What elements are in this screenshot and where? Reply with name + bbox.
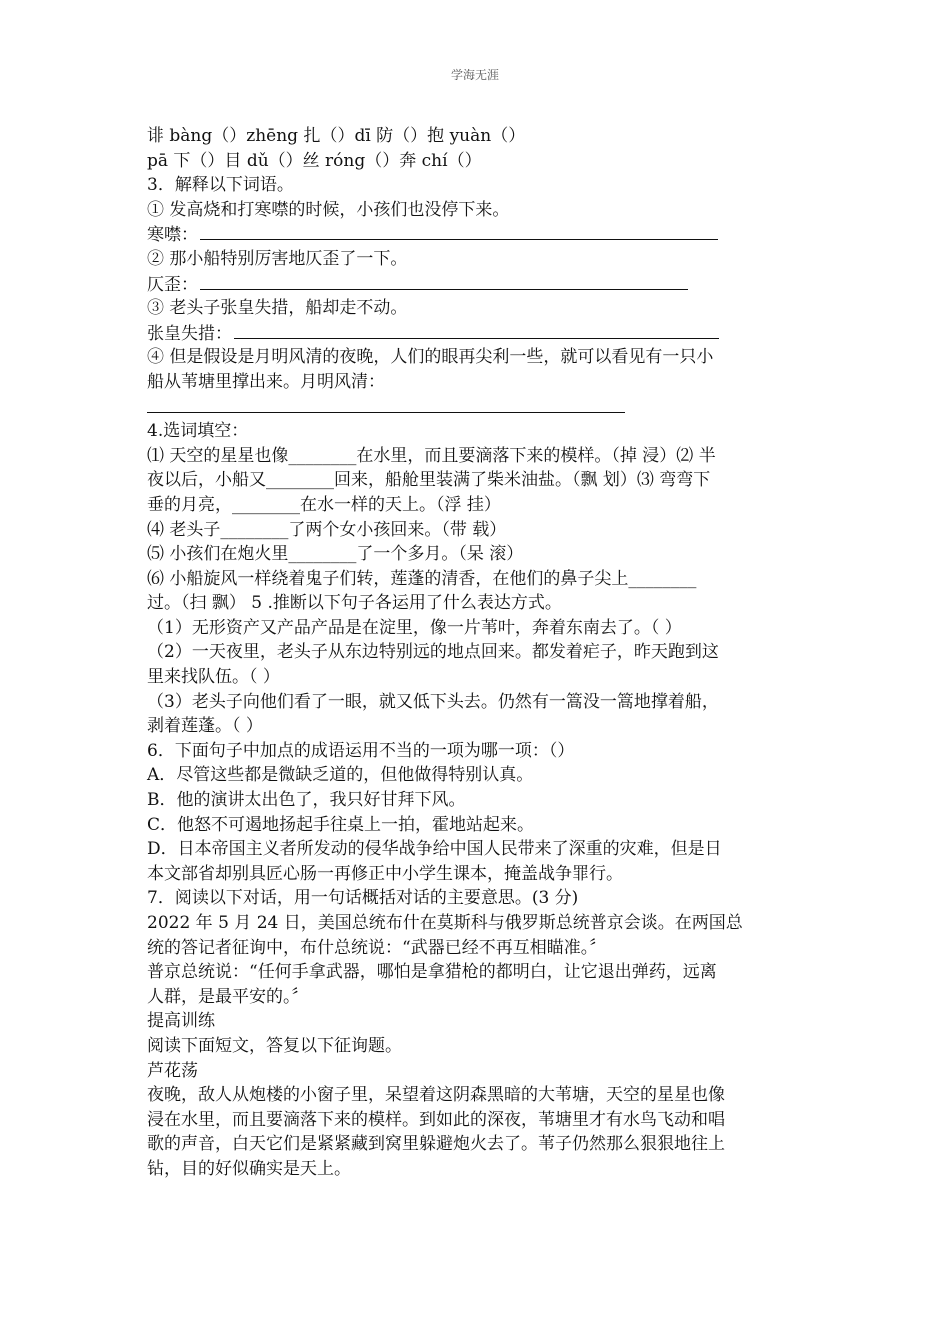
blank-line	[147, 395, 807, 420]
term-label: 仄歪：	[147, 274, 198, 295]
text-line: 统的答记者征询中，布什总统说：“武器已经不再互相瞄准。〞	[147, 937, 607, 958]
text-line: 7．阅读以下对话，用一句话概括对话的主要意思。(3 分)	[147, 888, 579, 909]
text-line: 诽 bàng（）zhēng 扎（）dī 防（）抱 yuàn（）	[147, 126, 526, 146]
answer-blank[interactable]	[200, 272, 688, 290]
document-body	[147, 124, 807, 1182]
section-heading: 提高训练	[147, 1011, 215, 1032]
text-line: 4.选词填空：	[147, 421, 249, 442]
text-line: 本文部省却别具匠心肠一再修正中小学生课本，掩盖战争罪行。	[147, 863, 623, 884]
definition-line	[147, 321, 807, 346]
text-line: B．他的演讲太出色了，我只好甘拜下风。	[147, 790, 466, 811]
text-line: ⑷ 老头子________了两个女小孩回来。（带 载）	[147, 519, 507, 540]
text-line: 船从苇塘里撑出来。月明风清：	[147, 371, 385, 392]
text-line: ④ 但是假设是月明风清的夜晚，人们的眼再尖利一些，就可以看见有一只小	[147, 347, 714, 368]
text-line: C．他怒不可遏地扬起手往桌上一拍，霍地站起来。	[147, 814, 535, 835]
definition-line	[147, 272, 807, 297]
text-line: 过。（扫 飘） 5 .推断以下句子各运用了什么表达方式。	[147, 593, 562, 614]
text-line: （2）一天夜里，老头子从东边特别远的地点回来。都发着疟子，昨天跑到这	[147, 642, 719, 663]
text-line: 普京总统说：“任何手拿武器，哪怕是拿猎枪的都明白，让它退出弹药，远离	[147, 962, 717, 983]
text-line: 6．下面句子中加点的成语运用不当的一项为哪一项：（）	[147, 740, 575, 761]
passage-line: 浸在水里，而且要滴落下来的模样。到如此的深夜，苇塘里才有水鸟飞动和唱	[147, 1109, 725, 1130]
text-line: ③ 老头子张皇失措，船却走不动。	[147, 298, 408, 319]
passage-title: 芦花荡	[147, 1060, 198, 1081]
passage-line: 夜晚，敌人从炮楼的小窗子里，呆望着这阴森黑暗的大苇塘，天空的星星也像	[147, 1085, 725, 1106]
text-line: 夜以后，小船又________回来，船舱里装满了柴米油盐。（飘 划）⑶ 弯弯下	[147, 470, 711, 491]
text-line: 里来找队伍。（ ）	[147, 667, 280, 688]
text-line: D．日本帝国主义者所发动的侵华战争给中国人民带来了深重的灾难，但是日	[147, 839, 722, 860]
term-label: 寒噤：	[147, 225, 198, 246]
text-line: A．尽管这些都是微缺乏道的，但他做得特别认真。	[147, 765, 534, 786]
text-line: 2022 年 5 月 24 日，美国总统布什在莫斯科与俄罗斯总统普京会谈。在两国总	[147, 913, 743, 933]
text-line: ② 那小船特别厉害地仄歪了一下。	[147, 248, 408, 269]
text-line: 阅读下面短文，答复以下征询题。	[147, 1035, 402, 1056]
text-line: 剥着莲蓬。（ ）	[147, 716, 263, 737]
text-line: ⑴ 天空的星星也像________在水里，而且要滴落下来的模样。（掉 浸）⑵ 半	[147, 445, 716, 466]
text-line: （3）老头子向他们看了一眼，就又低下头去。仍然有一篙没一篙地撑着船，	[147, 691, 719, 712]
text-line: ⑹ 小船旋风一样绕着鬼子们转，莲蓬的清香，在他们的鼻子尖上________	[147, 568, 697, 589]
term-label: 张皇失措：	[147, 323, 232, 344]
answer-blank[interactable]	[147, 395, 625, 413]
text-line: （1）无形资产又产品产品是在淀里，像一片苇叶，奔着东南去了。（ ）	[147, 617, 682, 638]
text-line: pā 下（）目 dǔ（）丝 róng（）奔 chí（）	[147, 150, 482, 171]
definition-line	[147, 222, 807, 247]
answer-blank[interactable]	[234, 321, 719, 339]
page-header: 学海无涯	[450, 68, 499, 82]
text-line: 3．解释以下词语。	[147, 175, 294, 196]
text-line: ① 发高烧和打寒噤的时候，小孩们也没停下来。	[147, 199, 510, 220]
answer-blank[interactable]	[200, 222, 718, 240]
text-line: ⑸ 小孩们在炮火里________了一个多月。（呆 滚）	[147, 544, 524, 565]
text-line: 人群，是最平安的。〞	[147, 986, 309, 1007]
passage-line: 钻，目的好似确实是天上。	[147, 1158, 351, 1179]
text-line: 垂的月亮，________在水一样的天上。（浮 挂）	[147, 494, 501, 515]
passage-line: 歌的声音，白天它们是紧紧藏到窝里躲避炮火去了。苇子仍然那么狠狠地往上	[147, 1134, 725, 1155]
